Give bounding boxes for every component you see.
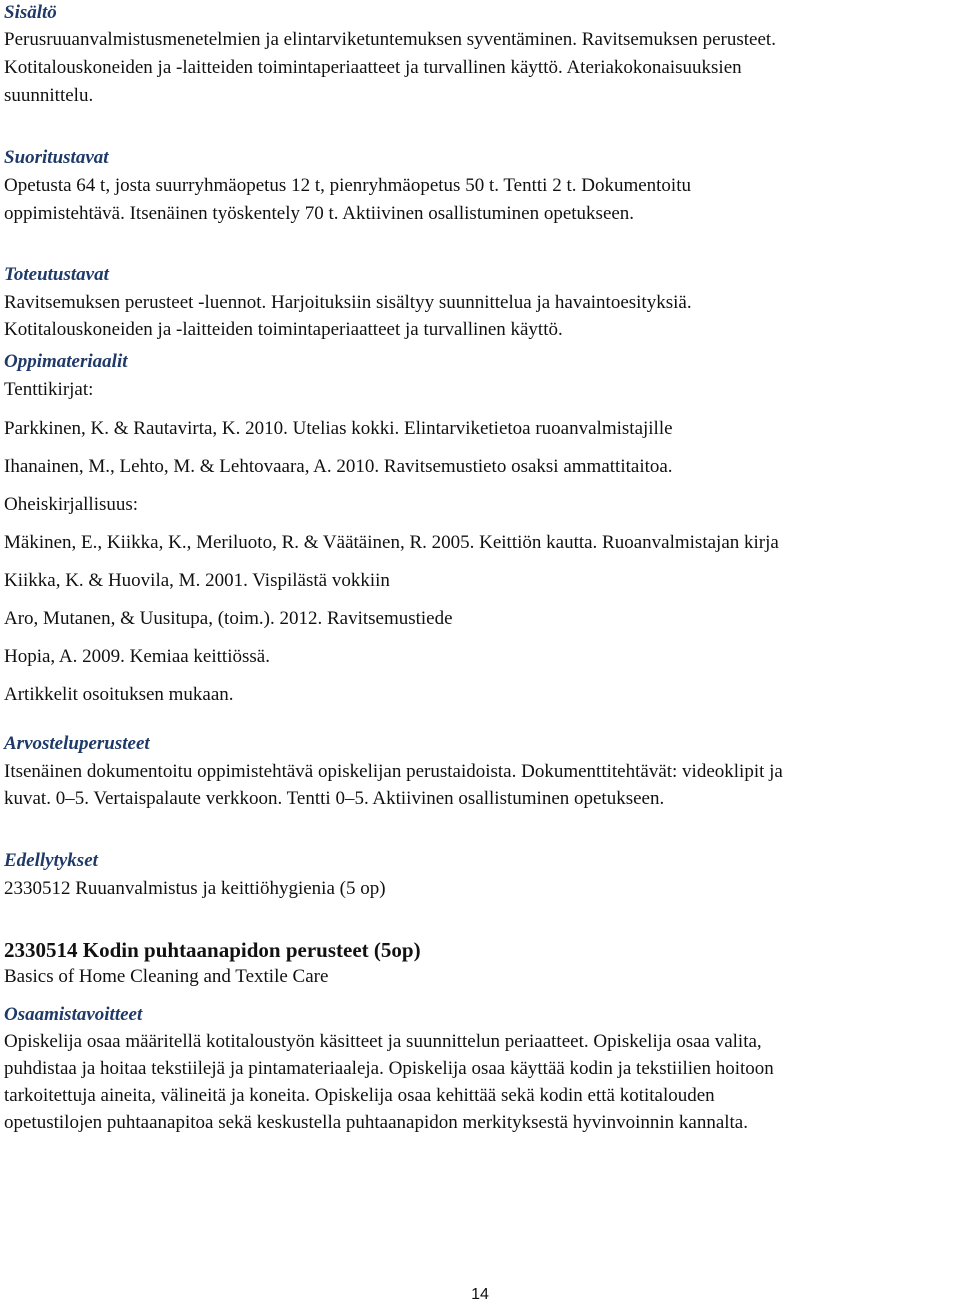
edellytykset-line-1: 2330512 Ruuanvalmistus ja keittiöhygienia (5 op) <box>4 878 386 899</box>
reference-item: Artikkelit osoituksen mukaan. <box>4 684 234 705</box>
osaamistavoitteet-line-2: puhdistaa ja hoitaa tekstiilejä ja pintamateriaaleja. Opiskelija osaa käyttää kodin ja tekstiilien hoitoon <box>4 1058 774 1079</box>
section-heading-arvosteluperusteet: Arvosteluperusteet <box>4 733 150 754</box>
osaamistavoitteet-line-1: Opiskelija osaa määritellä kotitaloustyön käsitteet ja suunnittelun periaatteet. Opiskelija osaa valita, <box>4 1031 762 1052</box>
course-title: 2330514 Kodin puhtaanapidon perusteet (5op) <box>4 938 421 962</box>
arvosteluperusteet-line-2: kuvat. 0–5. Vertaispalaute verkkoon. Tentti 0–5. Aktiivinen osallistuminen opetukseen. <box>4 788 665 809</box>
section-heading-edellytykset: Edellytykset <box>4 850 98 871</box>
toteutustavat-line-1: Ravitsemuksen perusteet -luennot. Harjoituksiin sisältyy suunnittelua ja havaintoesityksiä. <box>4 292 692 313</box>
section-heading-sisalto: Sisältö <box>4 2 57 23</box>
sisalto-line-3: suunnittelu. <box>4 85 94 106</box>
sisalto-line-1: Perusruuanvalmistusmenetelmien ja elintarviketuntemuksen syventäminen. Ravitsemuksen perusteet. <box>4 29 776 50</box>
reference-item: Kiikka, K. & Huovila, M. 2001. Vispilästä vokkiin <box>4 570 390 591</box>
reference-item: Parkkinen, K. & Rautavirta, K. 2010. Utelias kokki. Elintarviketietoa ruoanvalmistajille <box>4 418 673 439</box>
oheiskirjallisuus-label: Oheiskirjallisuus: <box>4 494 139 515</box>
sisalto-line-2: Kotitalouskoneiden ja -laitteiden toimintaperiaatteet ja turvallinen käyttö. Ateriakokonaisuuksien <box>4 57 742 78</box>
reference-item: Ihanainen, M., Lehto, M. & Lehtovaara, A. 2010. Ravitsemustieto osaksi ammattitaitoa. <box>4 456 673 477</box>
osaamistavoitteet-line-4: opetustilojen puhtaanapitoa sekä keskustella puhtaanapidon merkityksestä hyvinvoinnin kannalta. <box>4 1112 748 1133</box>
course-subtitle: Basics of Home Cleaning and Textile Care <box>4 966 329 987</box>
section-heading-toteutustavat: Toteutustavat <box>4 264 109 285</box>
section-heading-suoritustavat: Suoritustavat <box>4 147 109 168</box>
suoritustavat-line-1: Opetusta 64 t, josta suurryhmäopetus 12 t, pienryhmäopetus 50 t. Tentti 2 t. Dokumentoitu <box>4 175 691 196</box>
toteutustavat-line-2: Kotitalouskoneiden ja -laitteiden toimintaperiaatteet ja turvallinen käyttö. <box>4 319 563 340</box>
section-heading-oppimateriaalit: Oppimateriaalit <box>4 351 128 372</box>
reference-item: Aro, Mutanen, & Uusitupa, (toim.). 2012. Ravitsemustiede <box>4 608 453 629</box>
page-number: 14 <box>471 1286 489 1303</box>
section-heading-osaamistavoitteet: Osaamistavoitteet <box>4 1004 143 1025</box>
arvosteluperusteet-line-1: Itsenäinen dokumentoitu oppimistehtävä opiskelijan perustaidoista. Dokumenttitehtävät: videoklipit ja <box>4 761 783 782</box>
tenttikirjat-label: Tenttikirjat: <box>4 379 94 400</box>
suoritustavat-line-2: oppimistehtävä. Itsenäinen työskentely 70 t. Aktiivinen osallistuminen opetukseen. <box>4 203 635 224</box>
reference-item: Mäkinen, E., Kiikka, K., Meriluoto, R. & Väätäinen, R. 2005. Keittiön kautta. Ruoanvalmistajan kirja <box>4 532 779 553</box>
reference-item: Hopia, A. 2009. Kemiaa keittiössä. <box>4 646 270 667</box>
osaamistavoitteet-line-3: tarkoitettuja aineita, välineitä ja koneita. Opiskelija osaa kehittää sekä kodin että kotitalouden <box>4 1085 715 1106</box>
